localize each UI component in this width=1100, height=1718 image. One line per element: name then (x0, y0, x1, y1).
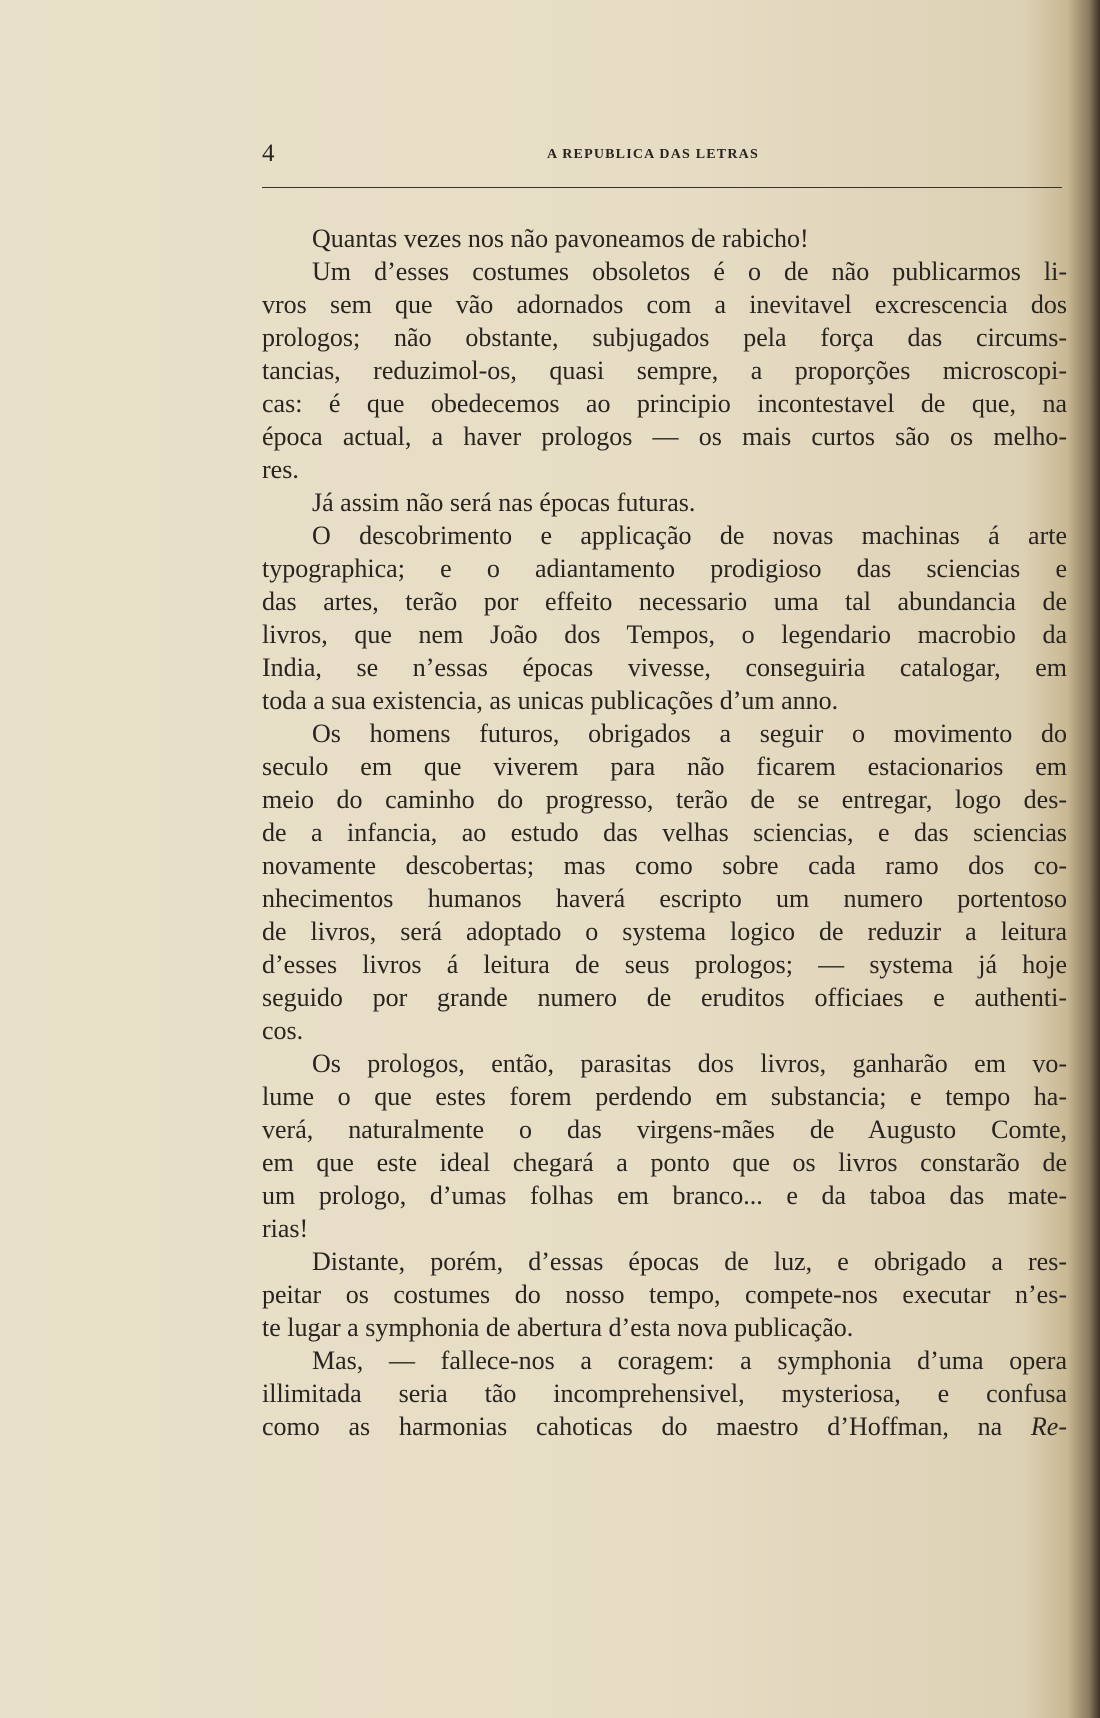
text-line-content: nhecimentos humanos haverá escripto um numero portentoso (262, 884, 1067, 913)
text-line (262, 288, 1067, 321)
text-line (262, 1344, 1067, 1377)
text-line (262, 1047, 1067, 1080)
text-line-content: Já assim não será nas épocas futuras. (312, 488, 696, 517)
text-line (262, 882, 1067, 915)
text-line (262, 387, 1067, 420)
text-line (262, 486, 1067, 519)
text-line-content: de livros, será adoptado o systema logico de reduzir a leitura (262, 917, 1067, 946)
text-line-content: rias! (262, 1214, 309, 1243)
text-line (262, 816, 1067, 849)
header-rule (262, 187, 1062, 188)
text-line (262, 750, 1067, 783)
journal-title: A REPUBLICA DAS LETRAS (547, 147, 759, 162)
text-line (262, 1410, 1067, 1443)
text-line-content: seguido por grande numero de eruditos officiaes e authenti- (262, 983, 1067, 1012)
text-line (262, 1080, 1067, 1113)
text-line (262, 1146, 1067, 1179)
text-line (262, 453, 1067, 486)
text-line (262, 783, 1067, 816)
text-line-content: O descobrimento e applicação de novas machinas á arte (312, 521, 1067, 550)
text-line-content: toda a sua existencia, as unicas publicações d’um anno. (262, 686, 839, 715)
text-line-content: seculo em que viverem para não ficarem estacionarios em (262, 752, 1067, 781)
text-line (262, 915, 1067, 948)
text-line-content: Distante, porém, d’essas épocas de luz, e obrigado a res- (312, 1247, 1067, 1276)
text-line (262, 948, 1067, 981)
text-line-content: vros sem que vão adornados com a inevitavel excrescencia dos (262, 290, 1067, 319)
text-line (262, 255, 1067, 288)
text-line (262, 651, 1067, 684)
body-text (262, 222, 1067, 1443)
text-line (262, 420, 1067, 453)
text-line-content: em que este ideal chegará a ponto que os livros constarão de (262, 1148, 1067, 1177)
text-line-content: res. (262, 455, 299, 484)
text-line (262, 552, 1067, 585)
text-line-content: prologos; não obstante, subjugados pela força das circums- (262, 323, 1067, 352)
text-line-content: livros, que nem João dos Tempos, o legendario macrobio da (262, 620, 1067, 649)
text-line (262, 1113, 1067, 1146)
text-line-content: novamente descobertas; mas como sobre cada ramo dos co- (262, 851, 1067, 880)
text-line (262, 849, 1067, 882)
text-line (262, 717, 1067, 750)
text-line (262, 354, 1067, 387)
text-line-content: cas: é que obedecemos ao principio incontestavel de que, na (262, 389, 1067, 418)
text-line (262, 618, 1067, 651)
text-line-content: Os prologos, então, parasitas dos livros, ganharão em vo- (312, 1049, 1067, 1078)
text-line (262, 684, 1067, 717)
text-line (262, 222, 1067, 255)
running-head (262, 140, 1062, 170)
text-line-content: illimitada seria tão incomprehensivel, mysteriosa, e confusa (262, 1379, 1067, 1408)
text-line (262, 981, 1067, 1014)
text-line-content: Quantas vezes nos não pavoneamos de rabicho! (312, 224, 809, 253)
text-line (262, 1212, 1067, 1245)
text-line-content: Um d’esses costumes obsoletos é o de não publicarmos li- (312, 257, 1067, 286)
text-line-content: um prologo, d’umas folhas em branco... e da taboa das mate- (262, 1181, 1067, 1210)
text-line-content: te lugar a symphonia de abertura d’esta nova publicação. (262, 1313, 854, 1342)
text-line-content: Os homens futuros, obrigados a seguir o movimento do (312, 719, 1067, 748)
text-line (262, 1179, 1067, 1212)
text-line-content: de a infancia, ao estudo das velhas sciencias, e das sciencias (262, 818, 1067, 847)
text-line-content: peitar os costumes do nosso tempo, compete-nos executar n’es- (262, 1280, 1067, 1309)
text-line-content: India, se n’essas épocas vivesse, conseguiria catalogar, em (262, 653, 1067, 682)
text-line (262, 1377, 1067, 1410)
text-line (262, 1311, 1067, 1344)
text-line-content: d’esses livros á leitura de seus prologos; — systema já hoje (262, 950, 1067, 979)
text-line (262, 1245, 1067, 1278)
page-number: 4 (262, 140, 275, 167)
text-line (262, 321, 1067, 354)
text-line (262, 1278, 1067, 1311)
text-line (262, 1014, 1067, 1047)
text-line-content: verá, naturalmente o das virgens-mães de Augusto Comte, (262, 1115, 1067, 1144)
text-line-content: como as harmonias cahoticas do maestro d’Hoffman, na (262, 1412, 1003, 1441)
text-line-content: das artes, terão por effeito necessario uma tal abundancia de (262, 587, 1067, 616)
text-line-content: Mas, — fallece-nos a coragem: a symphonia d’uma opera (312, 1346, 1067, 1375)
italic-word: Re- (1030, 1412, 1068, 1441)
text-line-content: cos. (262, 1016, 304, 1045)
text-line-content: época actual, a haver prologos — os mais curtos são os melho- (262, 422, 1067, 451)
text-line-content: typographica; e o adiantamento prodigioso das sciencias e (262, 554, 1067, 583)
text-line-content: meio do caminho do progresso, terão de se entregar, logo des- (262, 785, 1067, 814)
text-line (262, 519, 1067, 552)
text-line (262, 585, 1067, 618)
text-line-content: lume o que estes forem perdendo em substancia; e tempo ha- (262, 1082, 1067, 1111)
text-line-content: tancias, reduzimol-os, quasi sempre, a proporções microscopi- (262, 356, 1067, 385)
